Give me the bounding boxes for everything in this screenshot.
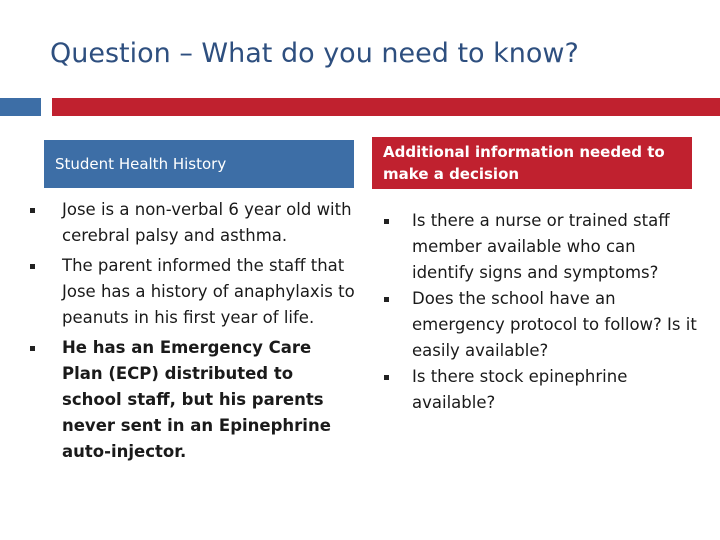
square-bullet-icon	[30, 208, 35, 213]
square-bullet-icon	[30, 264, 35, 269]
list-item-text: Does the school have an emergency protocol to follow? Is it easily available?	[412, 289, 697, 360]
left-bullet-list	[26, 197, 356, 469]
list-item	[380, 364, 700, 416]
right-column-header: Additional information needed to make a decision	[372, 137, 692, 189]
right-bullet-list	[380, 208, 700, 416]
list-item	[380, 286, 700, 364]
accent-bar-red	[52, 98, 720, 116]
square-bullet-icon	[384, 375, 389, 380]
list-item-text: Jose is a non-verbal 6 year old with cerebral palsy and asthma.	[62, 200, 352, 245]
list-item-text: He has an Emergency Care Plan (ECP) distributed to school staff, but his parents never sent in an Epinephrine auto-injector.	[62, 338, 331, 461]
accent-bar-blue	[0, 98, 41, 116]
list-item	[26, 335, 356, 465]
square-bullet-icon	[384, 297, 389, 302]
list-item	[380, 208, 700, 286]
list-item	[26, 197, 356, 249]
slide-title: Question – What do you need to know?	[50, 38, 579, 69]
square-bullet-icon	[30, 346, 35, 351]
list-item-text: The parent informed the staff that Jose has a history of anaphylaxis to peanuts in his first year of life.	[62, 256, 355, 327]
square-bullet-icon	[384, 219, 389, 224]
left-column-header: Student Health History	[44, 140, 354, 188]
list-item	[26, 253, 356, 331]
list-item-text: Is there a nurse or trained staff member available who can identify signs and symptoms?	[412, 211, 670, 282]
list-item-text: Is there stock epinephrine available?	[412, 367, 628, 412]
